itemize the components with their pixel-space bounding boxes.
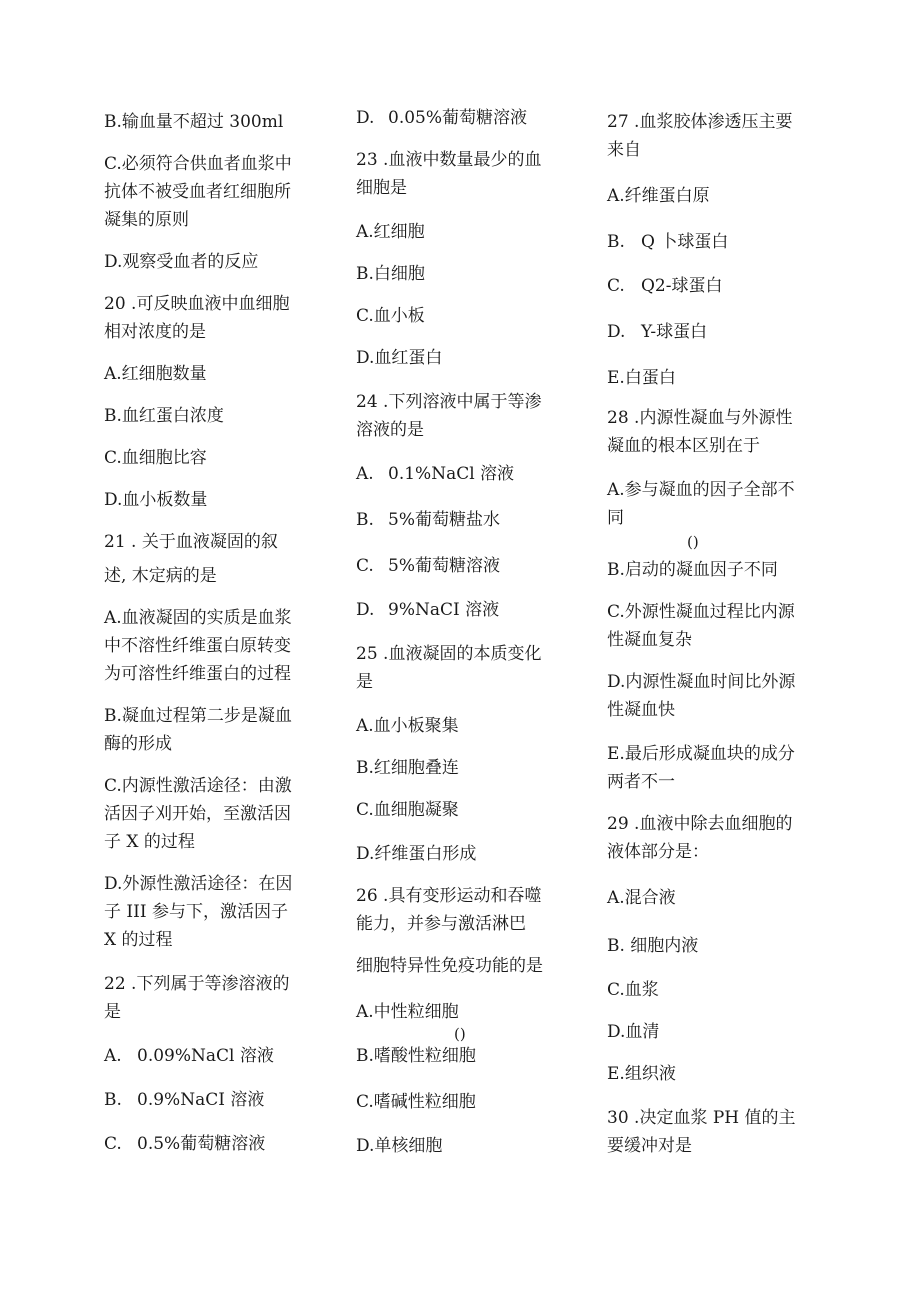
line-text: A.中性粒细胞: [356, 1002, 459, 1022]
line-text: 22 .下列属于等渗溶液的: [104, 974, 290, 994]
line-text: 29 .血液中除去血细胞的: [607, 814, 793, 834]
line-text: 5%葡萄糖盐水: [388, 510, 500, 530]
option-label: C.: [607, 276, 625, 296]
line-text: C.血细胞凝聚: [356, 800, 459, 820]
line-text: 溶液的是: [356, 420, 424, 440]
option-label: C.: [356, 556, 374, 576]
text-line: [607, 1108, 796, 1128]
text-line: [104, 112, 283, 132]
text-line: [356, 510, 500, 530]
line-text: 细胞特异性免疫功能的是: [356, 956, 543, 976]
option-label: D.: [607, 322, 626, 342]
text-line: [607, 140, 641, 160]
text-line: [104, 1046, 274, 1066]
line-text: 20 .可反映血液中血细胞: [104, 294, 290, 314]
option-label: B.: [607, 232, 625, 252]
answer-parentheses: (): [454, 1025, 466, 1043]
text-line: [104, 532, 278, 552]
line-text: 25 .血液凝固的本质变化: [356, 644, 542, 664]
text-line: [104, 832, 195, 852]
line-text: A.参与凝血的因子全部不: [607, 480, 795, 500]
line-text: 液体部分是：: [607, 842, 709, 862]
text-line: [356, 306, 425, 326]
text-line: [356, 672, 373, 692]
line-text: E.组织液: [607, 1064, 676, 1084]
text-line: [356, 178, 407, 198]
option-label: B.: [104, 1090, 122, 1110]
line-text: 28 .内源性凝血与外源性: [607, 408, 793, 428]
text-line: [104, 776, 292, 796]
text-line: [356, 264, 425, 284]
line-text: C.血浆: [607, 980, 659, 1000]
answer-parentheses: (): [687, 533, 699, 551]
text-line: [356, 556, 500, 576]
text-line: [607, 936, 698, 956]
text-line: [104, 1134, 265, 1154]
text-line: [356, 150, 541, 170]
line-text: A.红细胞: [356, 222, 425, 242]
line-text: C.血小板: [356, 306, 425, 326]
text-line: [607, 814, 792, 834]
text-line: [104, 252, 258, 272]
option-label: D.: [356, 108, 375, 128]
line-text: B.红细胞叠连: [356, 758, 459, 778]
line-text: 24 .下列溶液中属于等渗: [356, 392, 542, 412]
text-line: [356, 222, 425, 242]
line-text: D.血小板数量: [104, 490, 208, 510]
line-text: 抗体不被受血者红细胞所: [104, 182, 291, 202]
text-line: [607, 772, 675, 792]
text-line: [607, 480, 795, 500]
line-text: A.混合液: [607, 888, 676, 908]
text-line: [607, 560, 778, 580]
text-line: [607, 436, 760, 456]
line-text: E.最后形成凝血块的成分: [607, 744, 795, 764]
line-text: 0.05%葡萄糖溶液: [388, 108, 528, 128]
line-text: D.观察受血者的反应: [104, 252, 259, 272]
line-text: 相对浓度的是: [104, 322, 206, 342]
text-line: [104, 294, 289, 314]
line-text: 要缓冲对是: [607, 1136, 692, 1156]
line-text: B.血红蛋白浓度: [104, 406, 224, 426]
text-line: [356, 956, 543, 976]
line-text: 21 . 关于血液凝固的叙: [104, 532, 278, 552]
line-text: B.启动的凝血因子不同: [607, 560, 778, 580]
text-line: [104, 406, 224, 426]
line-text: 性凝血快: [607, 700, 675, 720]
text-line: [356, 644, 541, 664]
line-text: 23 .血液中数量最少的血: [356, 150, 542, 170]
line-text: C.嗜碱性粒细胞: [356, 1092, 476, 1112]
text-line: [356, 1136, 442, 1156]
option-label: D.: [356, 600, 375, 620]
line-text: 是: [104, 1002, 121, 1022]
line-text: B.白细胞: [356, 264, 425, 284]
line-text: C.血细胞比容: [104, 448, 207, 468]
line-text: 为可溶性纤维蛋白的过程: [104, 664, 291, 684]
line-text: 凝集的原则: [104, 210, 189, 230]
text-line: [104, 1002, 121, 1022]
text-line: [356, 914, 526, 934]
line-text: B.嗜酸性粒细胞: [356, 1046, 476, 1066]
text-line: [356, 1046, 476, 1066]
text-line: [104, 706, 292, 726]
option-label: A.: [104, 1046, 122, 1066]
line-text: A.血小板聚集: [356, 716, 459, 736]
line-text: Y-球蛋白: [641, 322, 708, 342]
line-text: 0.09%NaCl 溶液: [137, 1046, 274, 1066]
text-line: [356, 108, 527, 128]
line-text: X 的过程: [104, 930, 173, 950]
line-text: 30 .决定血浆 PH 值的主: [607, 1108, 796, 1128]
line-text: 两者不一: [607, 772, 675, 792]
line-text: D.单核细胞: [356, 1136, 443, 1156]
option-label: B.: [356, 510, 374, 530]
line-text: 细胞是: [356, 178, 407, 198]
line-text: Q 卜球蛋白: [641, 232, 729, 252]
text-line: [104, 490, 207, 510]
text-line: [607, 368, 676, 388]
line-text: D.内源性凝血时间比外源: [607, 672, 796, 692]
text-line: [607, 630, 692, 650]
line-text: 述, 木定病的是: [104, 566, 217, 586]
text-line: [104, 636, 291, 656]
text-line: [607, 1064, 676, 1084]
line-text: D.血红蛋白: [356, 348, 443, 368]
line-text: 子 X 的过程: [104, 832, 195, 852]
text-line: [356, 1002, 459, 1022]
text-line: [607, 1022, 659, 1042]
text-line: [607, 744, 795, 764]
text-line: [104, 364, 207, 384]
text-line: [356, 464, 514, 484]
line-text: A.纤维蛋白原: [607, 186, 710, 206]
text-line: [607, 842, 709, 862]
line-text: B.凝血过程第二步是凝血: [104, 706, 292, 726]
line-text: 是: [356, 672, 373, 692]
option-label: C.: [104, 1134, 122, 1154]
line-text: 26 .具有变形运动和吞噬: [356, 886, 542, 906]
text-line: [607, 508, 624, 528]
text-line: [104, 210, 189, 230]
text-line: [607, 186, 710, 206]
text-line: [607, 602, 795, 622]
line-text: B.输血量不超过 300ml: [104, 112, 284, 132]
text-line: [607, 408, 792, 428]
text-line: [607, 888, 676, 908]
line-text: 能力，并参与激活淋巴: [356, 914, 526, 934]
text-line: [104, 1090, 264, 1110]
line-text: 5%葡萄糖溶液: [388, 556, 500, 576]
text-line: [104, 664, 291, 684]
text-line: [356, 392, 541, 412]
line-text: 0.9%NaCI 溶液: [137, 1090, 265, 1110]
text-line: [104, 608, 292, 628]
text-line: [356, 600, 499, 620]
line-text: D.纤维蛋白形成: [356, 844, 477, 864]
text-line: [607, 112, 792, 132]
text-line: [104, 930, 173, 950]
line-text: 同: [607, 508, 624, 528]
text-line: [356, 886, 541, 906]
option-label: A.: [356, 464, 374, 484]
line-text: 0.5%葡萄糖溶液: [137, 1134, 266, 1154]
text-line: [356, 758, 459, 778]
line-text: D.血清: [607, 1022, 660, 1042]
text-line: [607, 322, 707, 342]
text-line: [356, 1092, 476, 1112]
line-text: 子 III 参与下，激活因子: [104, 902, 288, 922]
line-text: Q2-球蛋白: [641, 276, 723, 296]
line-text: 9%NaCI 溶液: [388, 600, 500, 620]
line-text: E.白蛋白: [607, 368, 676, 388]
line-text: 凝血的根本区别在于: [607, 436, 760, 456]
text-line: [104, 448, 207, 468]
line-text: 性凝血复杂: [607, 630, 692, 650]
text-line: [104, 874, 292, 894]
text-line: [607, 700, 675, 720]
line-text: 活因子刈开始，至激活因: [104, 804, 291, 824]
text-line: [607, 672, 795, 692]
line-text: A.血液凝固的实质是血浆: [104, 608, 292, 628]
text-line: [104, 182, 291, 202]
text-line: [607, 276, 723, 296]
text-line: [356, 800, 459, 820]
line-text: A.红细胞数量: [104, 364, 207, 384]
text-line: [104, 154, 292, 174]
text-line: [104, 322, 206, 342]
line-text: D.外源性激活途径：在因: [104, 874, 293, 894]
text-line: [356, 348, 442, 368]
line-text: C.必须符合供血者血浆中: [104, 154, 292, 174]
text-line: [104, 804, 291, 824]
text-line: [104, 566, 217, 586]
text-line: [356, 420, 424, 440]
text-line: [104, 902, 288, 922]
text-line: [104, 734, 172, 754]
line-text: B. 细胞内液: [607, 936, 699, 956]
line-text: C.外源性凝血过程比内源: [607, 602, 795, 622]
text-line: [104, 974, 289, 994]
line-text: 来自: [607, 140, 641, 160]
text-line: [356, 844, 476, 864]
line-text: 0.1%NaCl 溶液: [388, 464, 515, 484]
line-text: C.内源性激活途径：由激: [104, 776, 292, 796]
text-line: [607, 1136, 692, 1156]
text-line: [607, 980, 659, 1000]
text-line: [607, 232, 728, 252]
text-line: [356, 716, 459, 736]
line-text: 中不溶性纤维蛋白原转变: [104, 636, 291, 656]
line-text: 27 .血浆胶体渗透压主要: [607, 112, 793, 132]
line-text: 酶的形成: [104, 734, 172, 754]
